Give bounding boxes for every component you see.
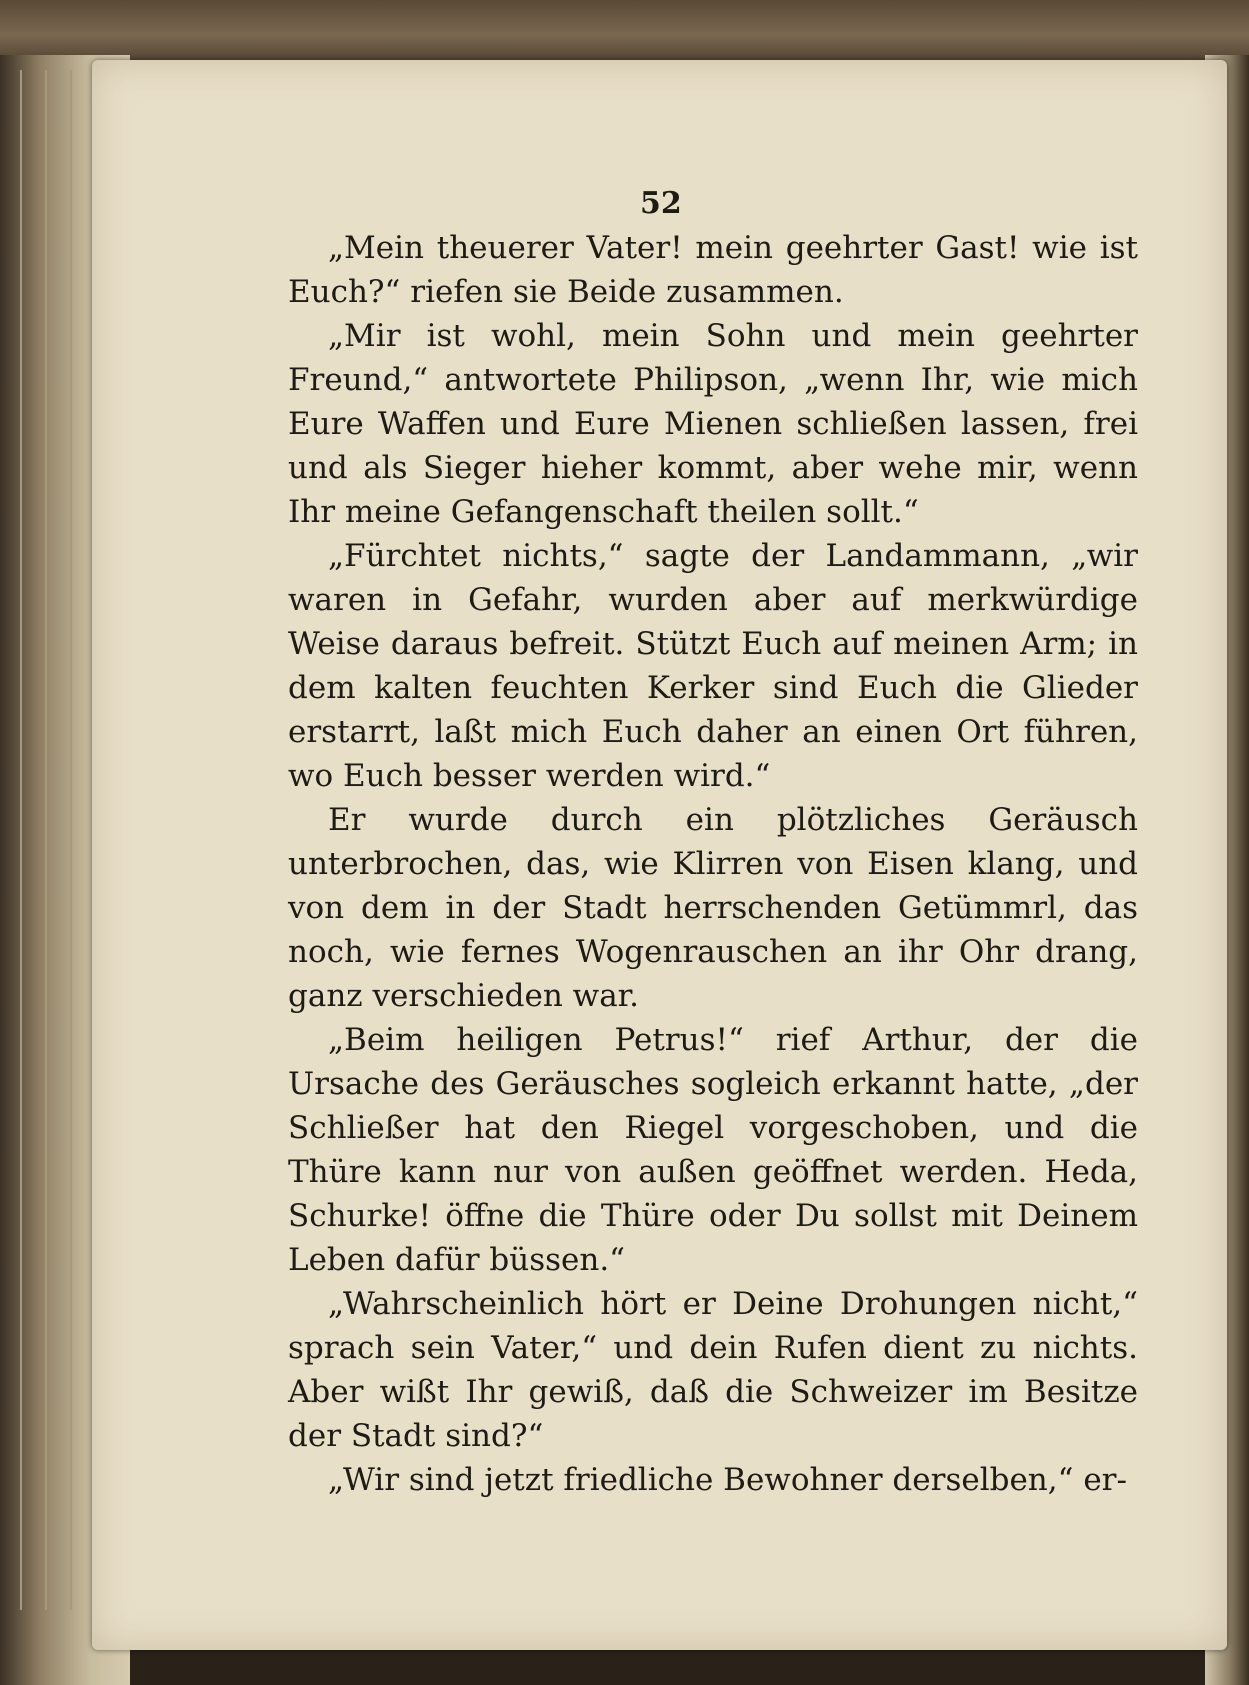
- paragraph: „Mir ist wohl, mein Sohn und mein geehrter Freund,“ antwortete Philipson, „wenn Ihr, wie mich Eure Waffen und Eure Mienen schließen lassen, frei und als Sieger hieher kommt, aber wehe mir, wenn Ihr meine Gefangenschaft theilen sollt.“: [288, 318, 1138, 530]
- paragraph: „Beim heiligen Petrus!“ rief Arthur, der die Ursache des Geräusches sogleich erkannt hatte, „der Schließer hat den Riegel vorgeschoben, und die Thüre kann nur von außen geöffnet werden. Heda, Schurke! öffne die Thüre oder Du sollst mit Deinem Leben dafür büssen.“: [288, 1022, 1138, 1278]
- page-stack-line: [45, 70, 47, 1610]
- page-text: [288, 226, 1138, 1502]
- paragraph: Er wurde durch ein plötzliches Geräusch unterbrochen, das, wie Klirren von Eisen klang, und von dem in der Stadt herrschenden Getümmrl, das noch, wie fernes Wogenrauschen an ihr Ohr drang, ganz verschieden war.: [288, 802, 1138, 1014]
- paragraph: „Fürchtet nichts,“ sagte der Landammann, „wir waren in Gefahr, wurden aber auf merkwürdige Weise daraus befreit. Stützt Euch auf meinen Arm; in dem kalten feuchten Kerker sind Euch die Glieder erstarrt, laßt mich Euch daher an einen Ort führen, wo Euch besser werden wird.“: [288, 538, 1138, 794]
- paragraph: „Wir sind jetzt friedliche Bewohner derselben,“ er-: [328, 1462, 1127, 1498]
- page-stack-line: [20, 70, 22, 1610]
- paragraph: „Wahrscheinlich hört er Deine Drohungen nicht,“ sprach sein Vater,“ und dein Rufen dient zu nichts. Aber wißt Ihr gewiß, daß die Schweizer im Besitze der Stadt sind?“: [288, 1286, 1138, 1454]
- paragraph: „Mein theuerer Vater! mein geehrter Gast! wie ist Euch?“ riefen sie Beide zusammen.: [288, 230, 1138, 310]
- page-stack-line: [70, 70, 72, 1610]
- page-number: 52: [640, 186, 682, 221]
